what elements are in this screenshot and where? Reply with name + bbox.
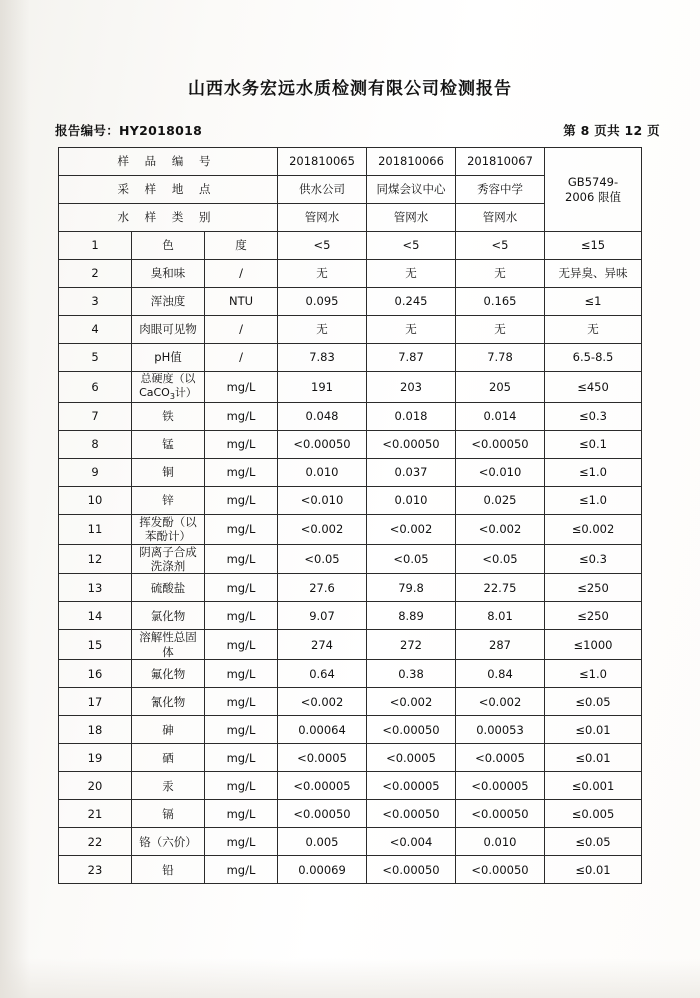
row-item-name: 挥发酚（以苯酚计） (132, 514, 205, 544)
row-value-3: <0.05 (456, 544, 545, 574)
row-limit: ≤0.01 (545, 716, 642, 744)
table-row (59, 800, 642, 828)
header-label-sample-site: 采 样 地 点 (59, 176, 278, 204)
row-value-1: <0.00050 (278, 430, 367, 458)
row-value-1: <0.05 (278, 544, 367, 574)
table-row (59, 630, 642, 660)
row-limit: ≤0.002 (545, 514, 642, 544)
row-item-name: 镉 (132, 800, 205, 828)
row-limit: ≤1.0 (545, 660, 642, 688)
row-value-2: <0.00050 (367, 430, 456, 458)
row-limit: ≤1.0 (545, 486, 642, 514)
row-unit: mg/L (205, 660, 278, 688)
table-row (59, 458, 642, 486)
row-item-name: 硒 (132, 744, 205, 772)
row-limit: ≤0.005 (545, 800, 642, 828)
table-row (59, 430, 642, 458)
row-value-2: <5 (367, 232, 456, 260)
row-value-2: <0.05 (367, 544, 456, 574)
row-item-name: 总硬度（以CaCO$_3$计） (132, 372, 205, 403)
row-unit: mg/L (205, 800, 278, 828)
row-value-1: 0.048 (278, 402, 367, 430)
report-meta (55, 121, 660, 139)
row-unit: mg/L (205, 602, 278, 630)
table-row (59, 316, 642, 344)
row-item-name: pH值 (132, 344, 205, 372)
row-unit: mg/L (205, 574, 278, 602)
table-row (59, 372, 642, 403)
row-value-3: 205 (456, 372, 545, 403)
row-value-1: 无 (278, 260, 367, 288)
row-value-2: <0.002 (367, 688, 456, 716)
table-row (59, 602, 642, 630)
row-value-1: 7.83 (278, 344, 367, 372)
table-row (59, 402, 642, 430)
table-row (59, 288, 642, 316)
row-value-2: <0.00050 (367, 800, 456, 828)
row-value-2: <0.00050 (367, 856, 456, 884)
row-index: 14 (59, 602, 132, 630)
row-value-3: 无 (456, 316, 545, 344)
row-unit: mg/L (205, 630, 278, 660)
table-row (59, 344, 642, 372)
row-unit: mg/L (205, 372, 278, 403)
row-item-name: 氰化物 (132, 688, 205, 716)
row-value-1: 27.6 (278, 574, 367, 602)
row-value-2: 0.38 (367, 660, 456, 688)
page-number: 第 8 页共 12 页 (563, 123, 660, 138)
row-value-3: <0.00050 (456, 856, 545, 884)
row-limit: ≤250 (545, 602, 642, 630)
row-index: 22 (59, 828, 132, 856)
row-item-name: 浑浊度 (132, 288, 205, 316)
row-index: 8 (59, 430, 132, 458)
row-value-1: <0.002 (278, 514, 367, 544)
header-label-sample-no: 样 品 编 号 (59, 148, 278, 176)
row-value-3: <0.002 (456, 514, 545, 544)
row-limit: ≤1000 (545, 630, 642, 660)
header-sample-no-1: 201810065 (278, 148, 367, 176)
row-value-2: 272 (367, 630, 456, 660)
row-value-2: 无 (367, 260, 456, 288)
scan-edge-shadow (0, 0, 30, 998)
row-item-name: 汞 (132, 772, 205, 800)
header-limit-standard (545, 148, 642, 232)
row-item-name: 铁 (132, 402, 205, 430)
row-item-name: 氟化物 (132, 660, 205, 688)
row-index: 5 (59, 344, 132, 372)
row-limit: ≤250 (545, 574, 642, 602)
row-value-1: 0.095 (278, 288, 367, 316)
row-index: 1 (59, 232, 132, 260)
row-value-2: 79.8 (367, 574, 456, 602)
row-limit: ≤0.05 (545, 828, 642, 856)
row-limit: 6.5-8.5 (545, 344, 642, 372)
row-unit: mg/L (205, 544, 278, 574)
row-index: 19 (59, 744, 132, 772)
row-item-name: 铬（六价） (132, 828, 205, 856)
row-item-name: 铜 (132, 458, 205, 486)
row-index: 4 (59, 316, 132, 344)
row-value-2: 0.037 (367, 458, 456, 486)
water-quality-table (58, 147, 642, 884)
row-value-3: 0.014 (456, 402, 545, 430)
row-value-1: 191 (278, 372, 367, 403)
header-sample-site-2: 同煤会议中心 (367, 176, 456, 204)
header-sample-site-3: 秀容中学 (456, 176, 545, 204)
row-unit: mg/L (205, 458, 278, 486)
row-limit: ≤0.01 (545, 744, 642, 772)
row-index: 23 (59, 856, 132, 884)
row-unit: mg/L (205, 772, 278, 800)
header-sample-type-3: 管网水 (456, 204, 545, 232)
row-value-3: 0.165 (456, 288, 545, 316)
row-limit: ≤0.3 (545, 544, 642, 574)
table-row (59, 744, 642, 772)
table-row (59, 486, 642, 514)
table-row (59, 660, 642, 688)
row-value-1: <0.00005 (278, 772, 367, 800)
row-limit: 无异臭、异味 (545, 260, 642, 288)
row-item-name: 铅 (132, 856, 205, 884)
row-value-3: 0.025 (456, 486, 545, 514)
row-value-1: <0.010 (278, 486, 367, 514)
row-index: 16 (59, 660, 132, 688)
table-row (59, 260, 642, 288)
row-value-2: 203 (367, 372, 456, 403)
row-value-1: 0.005 (278, 828, 367, 856)
row-value-3: 0.010 (456, 828, 545, 856)
row-item-name: 阴离子合成洗涤剂 (132, 544, 205, 574)
row-value-1: 无 (278, 316, 367, 344)
row-unit: mg/L (205, 486, 278, 514)
row-unit: mg/L (205, 430, 278, 458)
row-unit: mg/L (205, 828, 278, 856)
row-limit: ≤0.3 (545, 402, 642, 430)
row-index: 21 (59, 800, 132, 828)
row-value-3: <5 (456, 232, 545, 260)
row-value-2: 7.87 (367, 344, 456, 372)
row-value-1: <0.0005 (278, 744, 367, 772)
row-limit: ≤0.001 (545, 772, 642, 800)
row-value-3: <0.00005 (456, 772, 545, 800)
row-index: 20 (59, 772, 132, 800)
limit-standard-line2: 2006 限值 (565, 189, 621, 204)
scan-margin-artifacts (2, 120, 28, 860)
row-unit: mg/L (205, 716, 278, 744)
row-value-1: 9.07 (278, 602, 367, 630)
row-limit: ≤450 (545, 372, 642, 403)
row-index: 15 (59, 630, 132, 660)
row-unit: / (205, 260, 278, 288)
row-value-3: 7.78 (456, 344, 545, 372)
row-value-2: <0.0005 (367, 744, 456, 772)
row-value-1: <0.002 (278, 688, 367, 716)
table-row (59, 828, 642, 856)
table-row (59, 772, 642, 800)
row-value-3: 8.01 (456, 602, 545, 630)
header-sample-no-2: 201810066 (367, 148, 456, 176)
row-value-1: 0.00069 (278, 856, 367, 884)
table-row (59, 232, 642, 260)
row-value-2: 0.018 (367, 402, 456, 430)
row-index: 10 (59, 486, 132, 514)
row-item-name: 肉眼可见物 (132, 316, 205, 344)
row-value-2: <0.004 (367, 828, 456, 856)
row-limit: ≤1 (545, 288, 642, 316)
table-row (59, 544, 642, 574)
row-unit: mg/L (205, 856, 278, 884)
row-item-name: 硫酸盐 (132, 574, 205, 602)
row-value-2: <0.002 (367, 514, 456, 544)
row-index: 12 (59, 544, 132, 574)
row-value-3: <0.00050 (456, 430, 545, 458)
row-value-1: <0.00050 (278, 800, 367, 828)
row-unit: mg/L (205, 514, 278, 544)
row-value-3: 0.84 (456, 660, 545, 688)
row-item-name: 砷 (132, 716, 205, 744)
page-title: 山西水务宏远水质检测有限公司检测报告 (188, 79, 512, 99)
row-limit: ≤0.01 (545, 856, 642, 884)
row-unit: / (205, 316, 278, 344)
report-number: 报告编号：HY2018018 (55, 123, 203, 138)
table-row (59, 514, 642, 544)
row-limit: ≤15 (545, 232, 642, 260)
header-label-sample-type: 水 样 类 别 (59, 204, 278, 232)
row-value-3: <0.010 (456, 458, 545, 486)
row-value-3: 287 (456, 630, 545, 660)
row-value-2: 无 (367, 316, 456, 344)
row-item-name: 色 (132, 232, 205, 260)
row-index: 11 (59, 514, 132, 544)
table-row (59, 856, 642, 884)
row-value-3: <0.00050 (456, 800, 545, 828)
row-value-3: <0.0005 (456, 744, 545, 772)
row-value-2: 0.010 (367, 486, 456, 514)
row-value-1: 0.00064 (278, 716, 367, 744)
row-item-name: 臭和味 (132, 260, 205, 288)
row-value-3: 无 (456, 260, 545, 288)
row-limit: ≤0.1 (545, 430, 642, 458)
row-value-2: <0.00005 (367, 772, 456, 800)
table-row (59, 688, 642, 716)
row-limit: ≤1.0 (545, 458, 642, 486)
row-unit: mg/L (205, 688, 278, 716)
row-limit: ≤0.05 (545, 688, 642, 716)
row-item-name: 锰 (132, 430, 205, 458)
row-unit: / (205, 344, 278, 372)
row-value-3: 22.75 (456, 574, 545, 602)
row-value-1: 0.010 (278, 458, 367, 486)
limit-standard-line1: GB5749- (567, 175, 619, 190)
row-index: 2 (59, 260, 132, 288)
row-value-2: <0.00050 (367, 716, 456, 744)
row-index: 6 (59, 372, 132, 403)
row-value-1: 274 (278, 630, 367, 660)
row-item-name: 锌 (132, 486, 205, 514)
row-value-1: <5 (278, 232, 367, 260)
table-row (59, 574, 642, 602)
scan-bottom-shadow (0, 958, 700, 998)
row-limit: 无 (545, 316, 642, 344)
row-index: 7 (59, 402, 132, 430)
row-unit: mg/L (205, 402, 278, 430)
row-value-3: 0.00053 (456, 716, 545, 744)
row-value-2: 8.89 (367, 602, 456, 630)
row-item-name: 氯化物 (132, 602, 205, 630)
row-index: 13 (59, 574, 132, 602)
header-sample-type-1: 管网水 (278, 204, 367, 232)
row-value-1: 0.64 (278, 660, 367, 688)
row-index: 9 (59, 458, 132, 486)
table-row (59, 716, 642, 744)
header-sample-no-3: 201810067 (456, 148, 545, 176)
row-unit: NTU (205, 288, 278, 316)
header-sample-site-1: 供水公司 (278, 176, 367, 204)
row-value-2: 0.245 (367, 288, 456, 316)
row-unit: 度 (205, 232, 278, 260)
row-unit: mg/L (205, 744, 278, 772)
row-index: 3 (59, 288, 132, 316)
row-item-name: 溶解性总固体 (132, 630, 205, 660)
table-body (59, 148, 642, 884)
row-index: 17 (59, 688, 132, 716)
header-sample-type-2: 管网水 (367, 204, 456, 232)
row-value-3: <0.002 (456, 688, 545, 716)
table-header-sample-no (59, 148, 642, 176)
row-index: 18 (59, 716, 132, 744)
